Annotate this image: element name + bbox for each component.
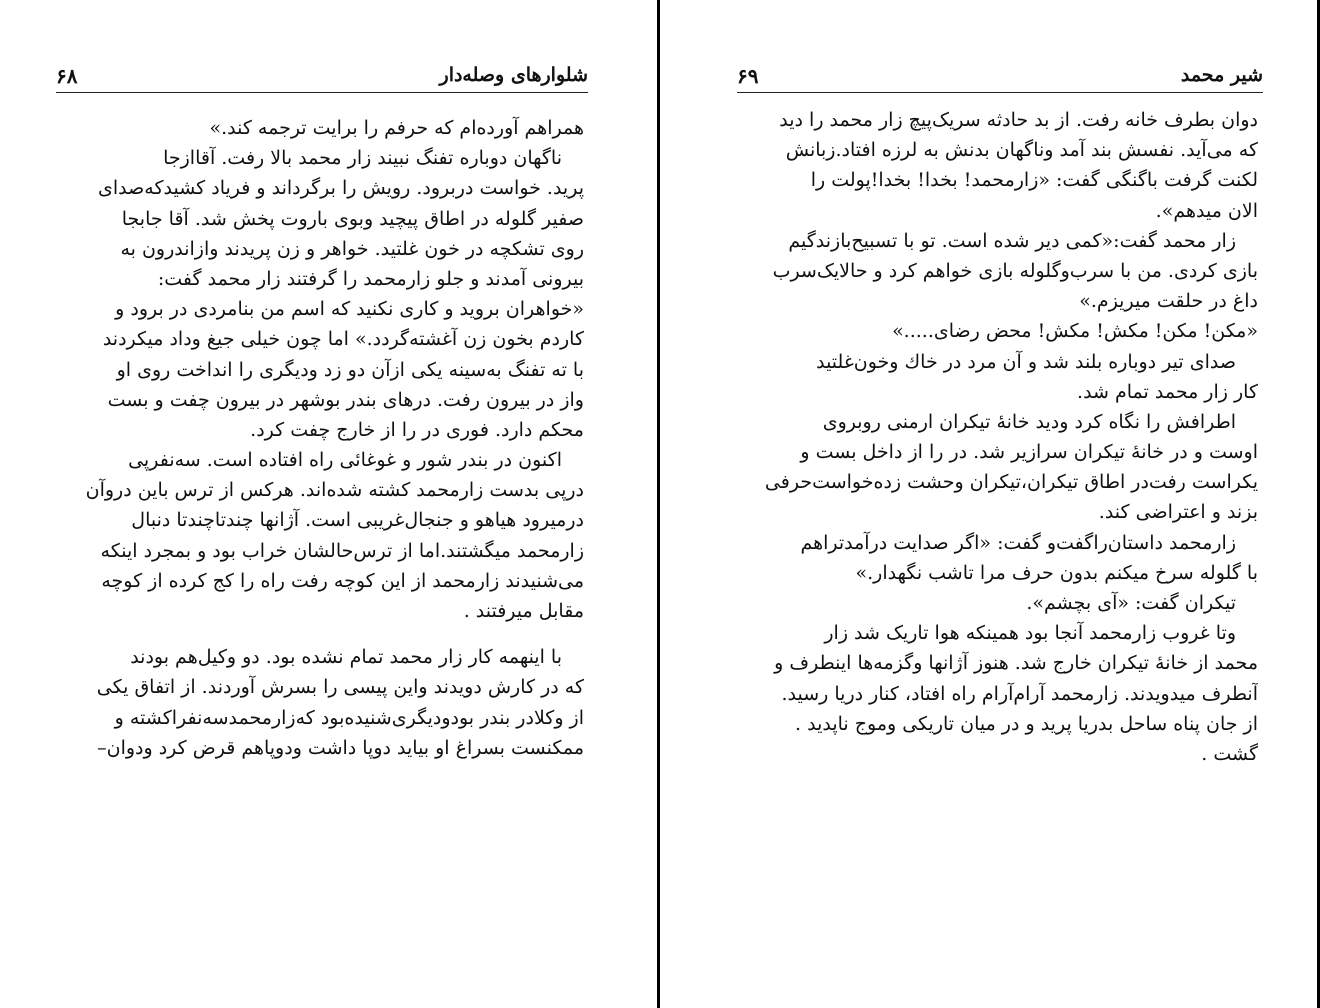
right-page-body [734, 105, 1258, 769]
left-page-header [56, 60, 588, 93]
text-line: مقابل میرفتند . [463, 600, 584, 622]
paragraph-gap [62, 626, 584, 642]
text-line: بازی کردی. من با سرب‌وگلوله بازی خواهم کرد و حالایک‌سرب [772, 259, 1258, 282]
text-line: صفیر گلوله در اطاق پیچید وبوی باروت پخش شد. آقا جابجا [121, 207, 584, 230]
text-line: بزند و اعتراضی کند. [1098, 501, 1258, 524]
text-line: پرید. خواست دربرود. رویش را برگرداند و فریاد کشیدکه‌صدای [98, 177, 584, 200]
text-line: وتا غروب زارمحمد آنجا بود همینکه هوا تاریک شد زار [824, 622, 1236, 645]
left-page-body [62, 113, 584, 763]
text-line: اوست و در خانهٔ تیکران سرازیر شد. در را از داخل بست و [800, 441, 1258, 464]
text-line: همراهم آورده‌ام که حرفم را برایت ترجمه کند.» [209, 117, 584, 139]
text-line: با اینهمه کار زار محمد تمام نشده بود. دو وکیل‌هم بودند [130, 646, 562, 669]
text-line: ممکنست بسراغ او بیاید دوپا داشت ودوپاهم قرض کرد ودوان– [97, 736, 584, 759]
text-line: آنطرف میدویدند. زارمحمد آرام‌آرام راه افتاد، کنار دریا رسید. [781, 682, 1258, 705]
text-line: اکنون در بندر شور و غوغائی راه افتاده است. سه‌نفرپی [128, 449, 562, 472]
text-line: زار محمد گفت:«کمی دیر شده است. تو با تسبیح‌بازندگیم [788, 229, 1236, 252]
text-line: تیکران گفت: «آی بچشم». [1026, 592, 1236, 614]
text-line: زارمحمد میگشتند.اما از ترس‌حالشان خراب بود و بمجرد اینکه [100, 539, 584, 562]
text-line: کار زار محمد تمام شد. [1077, 380, 1258, 403]
running-title: شیر محمد [1180, 64, 1263, 86]
text-line: ناگهان دوباره تفنگ نبیند زار محمد بالا رفت. آقاازجا [163, 147, 562, 170]
text-line: یکراست رفت‌در اطاق تیکران،تیکران وحشت زده‌خواست‌حرفی [764, 471, 1258, 494]
text-line: که می‌آید. نفسش بند آمد وناگهان بدنش به لرزه افتاد.زبانش [785, 139, 1258, 162]
text-line: «خواهران بروید و کاری نکنید که اسم من بنامردی در برود و [115, 298, 584, 321]
text-line: می‌شنیدند زارمحمد از این کوچه رفت راه را کج کرده از کوچه [101, 569, 584, 592]
page-number: ۶۹ [737, 64, 759, 88]
text-line: محمد از خانهٔ تیکران خارج شد. هنوز آژانها وگزمه‌ها اینطرف و [774, 652, 1258, 675]
text-line: واز در بیرون رفت. درهای بندر بوشهر در بیرون چفت و بست [107, 388, 584, 411]
text-line: با ته تفنگ به‌سینه یکی ازآن دو زد ودیگری را انداخت روی او [116, 358, 584, 381]
text-line: لکنت گرفت باگنگی گفت: «زارمحمد! بخدا! بخدا!پولت را [810, 169, 1258, 192]
text-line: که در کارش دویدند واین پیسی را بسرش آوردند. از اتفاق یکی [96, 676, 584, 699]
text-line: زارمحمد داستان‌راگفت‌و گفت: «اگر صدایت درآمدتراهم [800, 531, 1236, 554]
text-line: کاردم بخون زن آغشته‌گردد.» اما چون خیلی جیغ وداد میکردند [102, 328, 584, 351]
page-number: ۶۸ [56, 64, 78, 88]
text-line: درپی بدست زارمحمد کشته شده‌اند. هرکس از ترس باین دروآن [85, 479, 584, 502]
text-line: از وکلادر بندر بودودیگری‌شنیده‌بود که‌زارمحمدسه‌نفراکشته و [114, 706, 584, 729]
right-page [660, 0, 1320, 1008]
text-line: صدای تیر دوباره بلند شد و آن مرد در خاك وخون‌غلتید [816, 350, 1236, 373]
right-page-header [737, 60, 1263, 93]
text-line: گشت . [1201, 742, 1258, 765]
text-line: «مکن! مکن! مکش! مکش! محض رضای.....» [892, 320, 1258, 343]
text-line: از جان پناه ساحل بدریا پرید و در میان تاریکی وموج ناپدید . [795, 712, 1258, 735]
text-line: درمیرود هیاهو و جنجال‌غریبی است. آژانها چندتاچندتا دنبال [131, 509, 584, 532]
text-line: الان میدهم». [1155, 199, 1258, 222]
text-line: بیرونی آمدند و جلو زارمحمد را گرفتند زار محمد گفت: [157, 267, 584, 290]
running-title: شلوارهای وصله‌دار [439, 64, 588, 86]
text-line: داغ در حلقت میریزم.» [1079, 290, 1258, 313]
text-line: محکم دارد. فوری در را از خارج چفت کرد. [250, 418, 584, 441]
text-line: دوان بطرف خانه رفت. از بد حادثه سریک‌پیچ زار محمد را دید [779, 109, 1258, 131]
text-line: روی تشکچه در خون غلتید. خواهر و زن پریدند وازاندرون به [120, 237, 584, 260]
text-line: اطرافش را نگاه کرد ودید خانهٔ تیکران ارمنی روبروی [822, 410, 1236, 433]
text-line: با گلوله سرخ میکنم بدون حرف مرا تاشب نگهدار.» [855, 561, 1258, 584]
